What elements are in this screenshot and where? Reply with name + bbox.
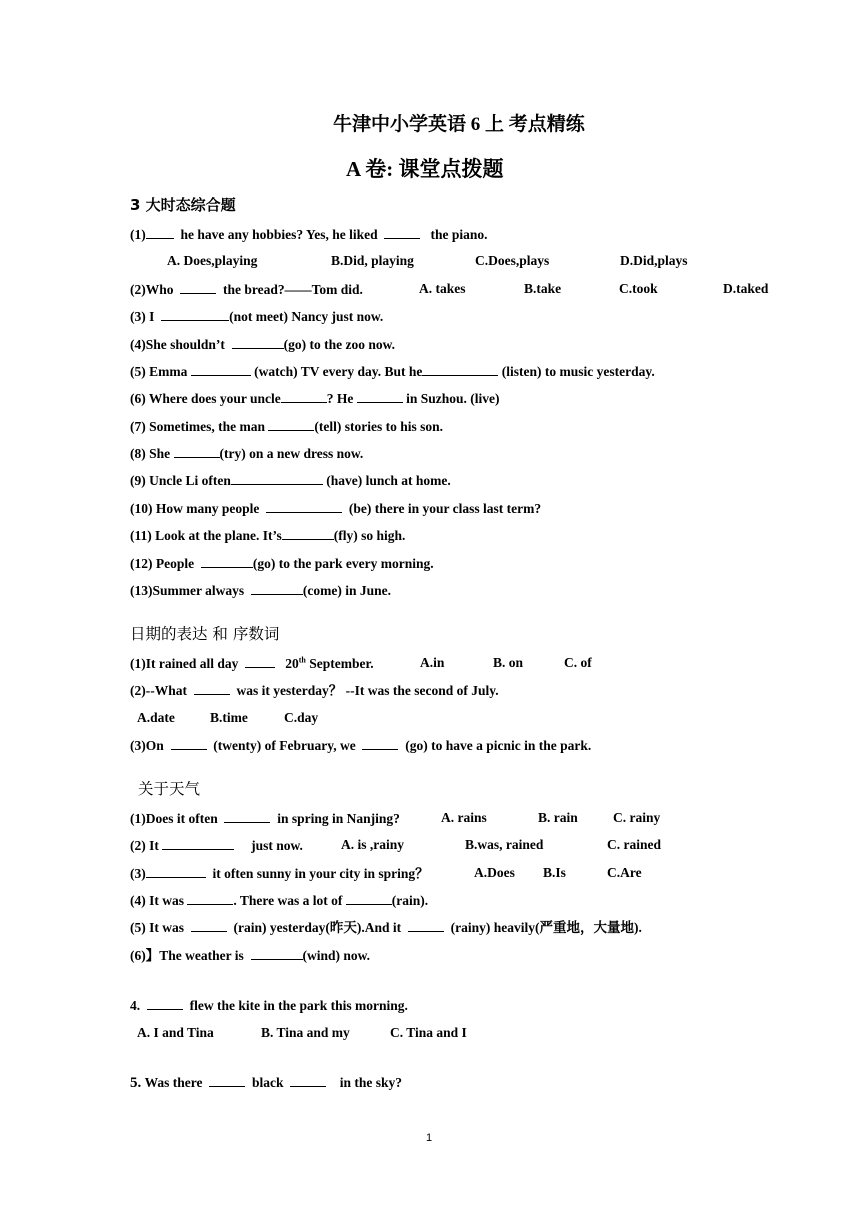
question-weather-4: (4) It was . There was a lot of (rain). — [130, 893, 429, 908]
answer-blank[interactable] — [224, 810, 270, 823]
option-a: A.Does — [474, 865, 515, 880]
answer-blank[interactable] — [232, 336, 284, 349]
answer-blank[interactable] — [191, 919, 227, 932]
section-heading-weather: 关于天气 — [138, 780, 201, 798]
question-dates-2: (2)--What was it yesterday？ --It was the second of July. — [130, 683, 499, 698]
option-a: A.date — [137, 710, 175, 725]
answer-blank[interactable] — [266, 500, 342, 513]
answer-blank[interactable] — [281, 390, 327, 403]
option-c: C.took — [619, 281, 658, 296]
question-tenses-13: (13)Summer always (come) in June. — [130, 583, 391, 598]
question-tenses-1: (1) he have any hobbies? Yes, he liked the piano. — [130, 227, 488, 242]
option-c: C. rained — [607, 837, 661, 852]
option-c: C.Does,plays — [475, 253, 550, 268]
option-b: B.was, rained — [465, 837, 544, 852]
answer-blank[interactable] — [282, 527, 334, 540]
option-b: B. rain — [538, 810, 578, 825]
answer-blank[interactable] — [201, 555, 253, 568]
option-b: B.Is — [543, 865, 566, 880]
answer-blank[interactable] — [171, 737, 207, 750]
question-weather-1: (1)Does it often in spring in Nanjing? — [130, 811, 400, 826]
question-4: 4. flew the kite in the park this morning. — [130, 998, 408, 1013]
question-weather-2: (2) It just now. — [130, 838, 303, 853]
answer-blank[interactable] — [245, 655, 275, 668]
answer-blank[interactable] — [174, 445, 220, 458]
option-c: C.day — [284, 710, 319, 725]
answer-blank[interactable] — [251, 947, 303, 960]
question-tenses-3: (3) I (not meet) Nancy just now. — [130, 309, 384, 324]
option-a: A. rains — [441, 810, 487, 825]
question-5: 5. Was there black in the sky? — [130, 1075, 403, 1091]
answer-blank[interactable] — [408, 919, 444, 932]
answer-blank[interactable] — [290, 1074, 326, 1087]
answer-blank[interactable] — [209, 1074, 245, 1087]
answer-blank[interactable] — [194, 682, 230, 695]
answer-blank[interactable] — [180, 281, 216, 294]
option-b: B.take — [524, 281, 562, 296]
option-a: A. I and Tina — [137, 1025, 214, 1040]
question-tenses-12: (12) People (go) to the park every morning. — [130, 556, 434, 571]
question-weather-6: (6)】The weather is (wind) now. — [130, 948, 371, 963]
option-b: B.time — [210, 710, 248, 725]
section-heading-dates: 日期的表达 和 序数词 — [130, 625, 280, 643]
answer-blank[interactable] — [187, 892, 233, 905]
question-weather-5: (5) It was (rain) yesterday(昨天).And it (rainy) heavily(严重地，大量地). — [130, 920, 642, 935]
question-tenses-4: (4)She shouldn’t (go) to the zoo now. — [130, 337, 396, 352]
option-a: A. Does,playing — [167, 253, 258, 268]
option-b: B. on — [493, 655, 524, 670]
answer-blank[interactable] — [191, 363, 251, 376]
question-tenses-2: (2)Who the bread?——Tom did. — [130, 282, 363, 297]
section-heading-tenses: 3 大时态综合题 — [130, 196, 236, 214]
page-subtitle: A 卷: 课堂点拨题 — [346, 157, 504, 181]
option-a: A. takes — [419, 281, 466, 296]
answer-blank[interactable] — [147, 997, 183, 1010]
option-a: A.in — [420, 655, 445, 670]
option-c: C.Are — [607, 865, 642, 880]
answer-blank[interactable] — [162, 837, 234, 850]
question-dates-1: (1)It rained all day 20th September. — [130, 655, 374, 671]
answer-blank[interactable] — [268, 418, 314, 431]
answer-blank[interactable] — [362, 737, 398, 750]
answer-blank[interactable] — [357, 390, 403, 403]
question-weather-3: (3) it often sunny in your city in spring？ — [130, 866, 429, 881]
option-d: D.Did,plays — [620, 253, 688, 268]
answer-blank[interactable] — [161, 308, 229, 321]
option-c: C. Tina and I — [390, 1025, 467, 1040]
answer-blank[interactable] — [346, 892, 392, 905]
question-tenses-6: (6) Where does your uncle ? He in Suzhou. (live) — [130, 391, 500, 406]
answer-blank[interactable] — [251, 582, 303, 595]
option-c: C. rainy — [613, 810, 661, 825]
question-tenses-8: (8) She (try) on a new dress now. — [130, 446, 364, 461]
question-tenses-5: (5) Emma (watch) TV every day. But he (listen) to music yesterday. — [130, 364, 655, 379]
question-dates-3: (3)On (twenty) of February, we (go) to have a picnic in the park. — [130, 738, 592, 753]
answer-blank[interactable] — [231, 472, 323, 485]
option-b: B. Tina and my — [261, 1025, 350, 1040]
question-tenses-7: (7) Sometimes, the man (tell) stories to his son. — [130, 419, 443, 434]
question-tenses-9: (9) Uncle Li often (have) lunch at home. — [130, 473, 451, 488]
option-b: B.Did, playing — [331, 253, 414, 268]
page-number: 1 — [426, 1132, 433, 1144]
option-a: A. is ,rainy — [341, 837, 405, 852]
option-d: D.taked — [723, 281, 769, 296]
answer-blank[interactable] — [146, 226, 174, 239]
answer-blank[interactable] — [146, 865, 206, 878]
answer-blank[interactable] — [384, 226, 420, 239]
answer-blank[interactable] — [422, 363, 498, 376]
page-title: 牛津中小学英语 6 上 考点精练 — [333, 114, 585, 135]
option-c: C. of — [564, 655, 592, 670]
question-tenses-11: (11) Look at the plane. It’s (fly) so high. — [130, 528, 406, 543]
question-tenses-10: (10) How many people (be) there in your class last term? — [130, 501, 542, 516]
